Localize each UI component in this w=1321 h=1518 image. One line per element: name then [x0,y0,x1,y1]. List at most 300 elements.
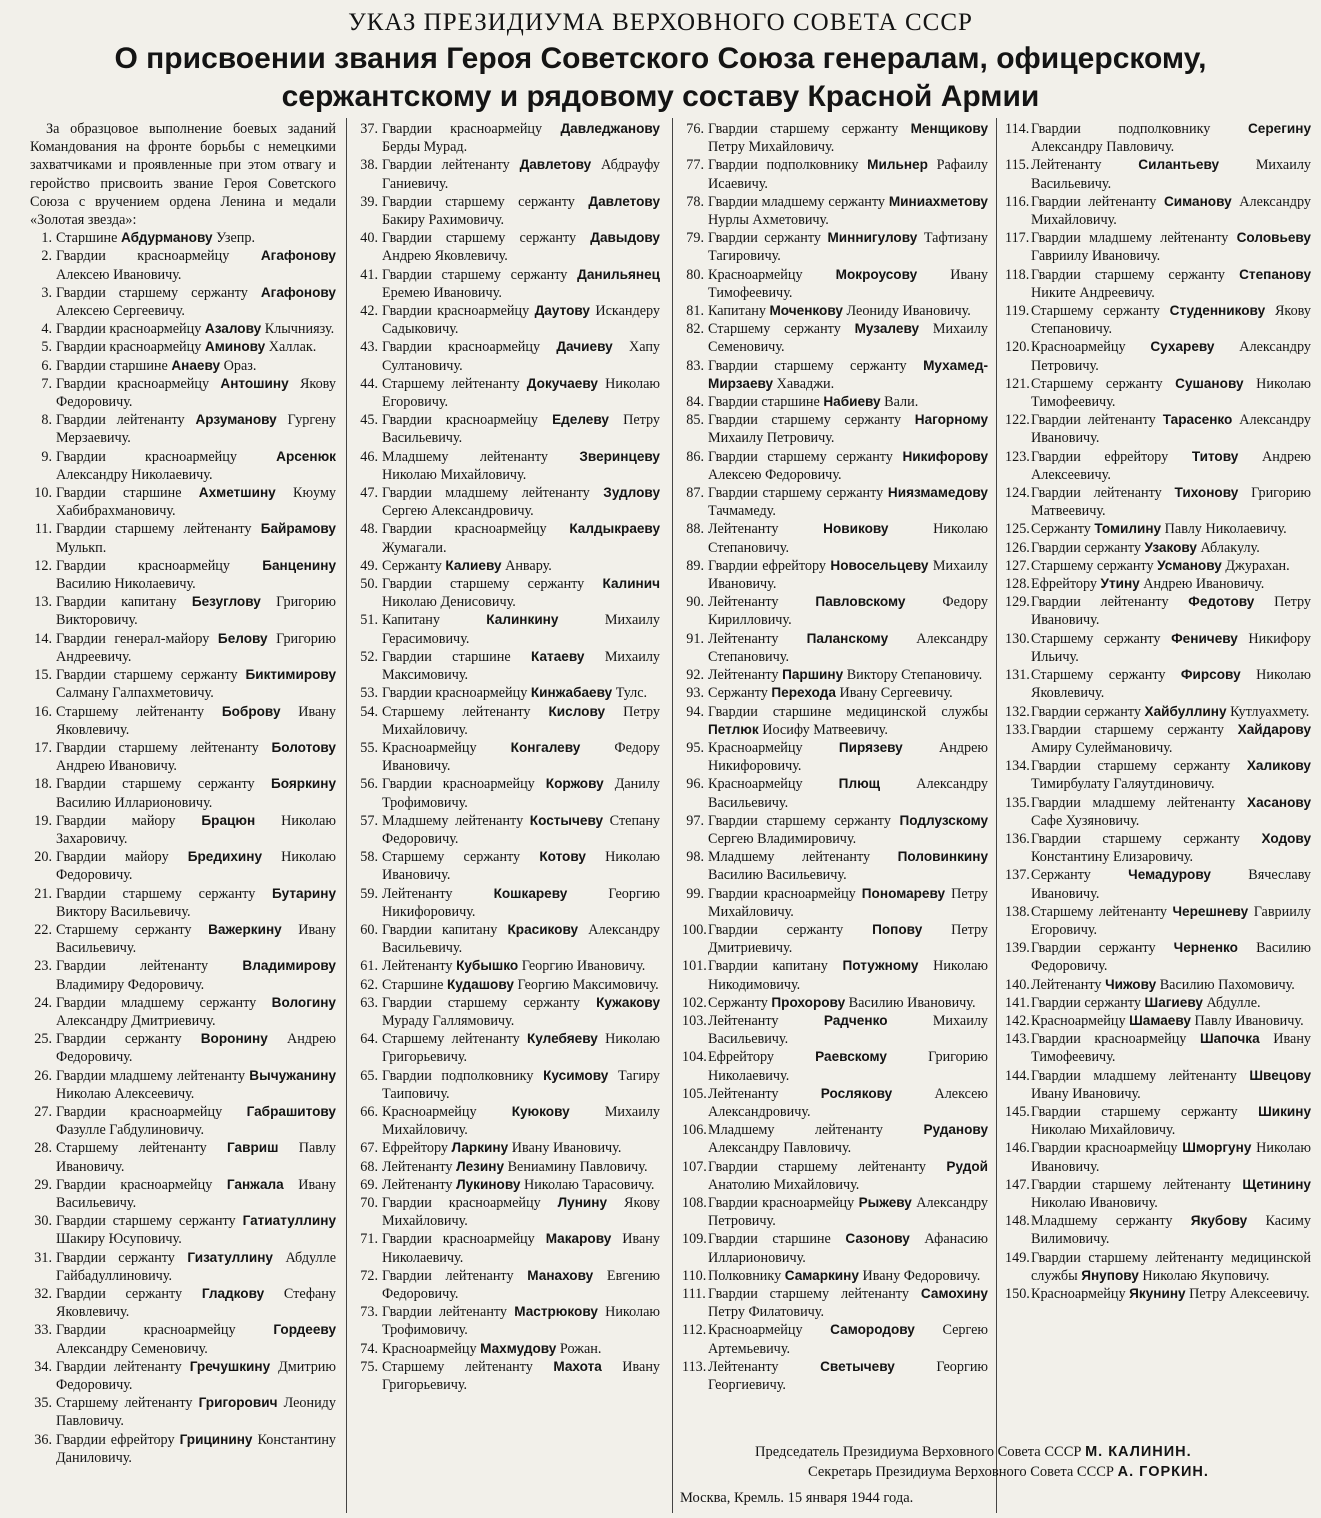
entry-surname: Плющ [838,776,881,792]
entry-rank: Гвардии красноармейцу [56,321,202,338]
award-entry [682,630,988,666]
entry-rank: Лейтенанту [382,958,453,975]
award-entry [30,520,336,556]
award-entry [1005,903,1311,939]
entry-number: 70. [360,1194,378,1211]
entry-rank: Гвардии капитану [382,921,498,938]
entry-number: 10. [34,485,52,502]
entry-number: 97. [686,812,704,829]
award-entry [356,848,660,884]
entry-rank: Красноармейцу [1031,1012,1126,1029]
entry-given-names: Николаю Ивановичу. [382,849,660,884]
entry-rank: Капитану [382,612,440,629]
entry-number: 41. [360,266,378,283]
entry-rank: Младшему сержанту [1031,1213,1173,1230]
entry-given-names: Федору Кирилловичу. [708,594,988,629]
entry-rank: Гвардии красноармейцу [56,375,210,392]
entry-surname: Руданову [923,1122,988,1138]
entry-given-names: Ивану Ивановичу. [511,1140,622,1157]
award-entry [30,338,336,356]
entry-given-names: Рафаилу Исаевичу. [708,157,988,192]
entry-surname: Паланскому [806,630,889,646]
entry-given-names: Виктору Степановичу. [846,667,983,684]
entry-surname: Болотову [271,739,336,755]
entry-surname: Кужакову [596,994,660,1010]
entry-number: 135. [1005,794,1030,811]
award-entry [30,775,336,811]
entry-surname: Байрамову [260,521,336,537]
entry-number: 57. [360,812,378,829]
award-entry [30,1431,336,1467]
entry-rank: Гвардии старшему сержанту [56,885,256,902]
entry-rank: Гвардии лейтенанту [56,412,185,429]
entry-given-names: Михаилу Герасимовичу. [382,612,660,647]
entry-surname: Кудашову [447,976,514,992]
entry-given-names: Владимиру Федоровичу. [56,976,205,993]
entry-surname: Швецову [1249,1067,1311,1083]
entry-surname: Пономареву [861,885,946,901]
entry-number: 56. [360,776,378,793]
entry-rank: Лейтенанту [708,667,779,684]
entry-given-names: Андрею Федоровичу. [56,1031,336,1066]
entry-surname: Лукинову [456,1176,521,1192]
entry-given-names: Сафе Хузяновичу. [1031,812,1140,829]
entry-given-names: Данилу Трофимовичу. [382,776,660,811]
award-entry [682,684,988,702]
award-entry [682,156,988,192]
entry-surname: Кинжабаеву [530,685,613,701]
award-entry [356,229,660,265]
entry-given-names: Ивану Васильевичу. [56,921,336,957]
entry-given-names: Александру Павловичу. [708,1140,852,1157]
award-entry [356,775,660,811]
entry-given-names: Михаилу Ивановичу. [708,557,988,593]
entry-number: 72. [360,1267,378,1284]
award-entry [30,1103,336,1139]
entry-given-names: Вали. [884,394,919,411]
entry-rank: Гвардии красноармейцу [382,1231,535,1248]
entry-surname: Якубову [1190,1213,1248,1229]
entry-rank: Младшему лейтенанту [708,849,871,866]
entry-given-names: Гавриилу Ивановичу. [1031,248,1161,265]
entry-number: 55. [360,739,378,756]
entry-rank: Лейтенанту [708,521,779,538]
award-entry [1005,666,1311,702]
award-entry [682,357,988,393]
entry-given-names: Георгию Ивановичу. [521,958,646,975]
entry-given-names: Никите Андреевичу. [1031,284,1155,301]
award-entry [682,666,988,684]
entry-rank: Старшему лейтенанту [56,1395,193,1412]
entry-number: 130. [1005,630,1030,647]
award-entry [356,1303,660,1339]
entry-given-names: Николаю Тарасовичу. [523,1176,655,1193]
entry-rank: Младшему лейтенанту [382,448,548,465]
award-entry [30,1067,336,1103]
entry-rank: Гвардии лейтенанту [382,1267,514,1284]
entry-given-names: Андрею Ивановичу. [1143,576,1265,593]
entry-given-names: Николаю Егоровичу. [382,375,660,411]
entry-surname: Бредихину [187,849,263,865]
entry-surname: Пирязеву [838,739,903,755]
award-entry [356,1340,660,1358]
entry-rank: Гвардии старшему сержанту [56,776,255,793]
entry-surname: Сазонову [845,1231,910,1247]
entry-number: 93. [686,685,704,702]
entry-given-names: Касиму Вилимовичу. [1031,1213,1311,1248]
entry-rank: Сержанту [1031,867,1091,884]
entry-number: 67. [360,1140,378,1157]
award-entry [682,703,988,739]
entry-surname: Анаеву [171,357,221,373]
award-entry [30,593,336,629]
entry-surname: Калдыкраеву [569,521,660,537]
entry-rank: Лейтенанту [1031,157,1102,174]
entry-given-names: Степану Федоровичу. [382,812,660,847]
entry-given-names: Сергею Артемьевичу. [708,1322,988,1357]
award-entry [356,375,660,411]
entry-rank: Гвардии сержанту [1031,994,1141,1011]
award-entry [682,1085,988,1121]
award-entry [356,1194,660,1230]
entry-given-names: Алексею Ивановичу. [56,266,182,283]
entry-rank: Гвардии старшему сержанту [56,1213,236,1230]
entry-rank: Гвардии красноармейцу [1031,1031,1187,1048]
entry-number: 52. [360,648,378,665]
entry-number: 101. [682,958,707,975]
entry-given-names: Андрею Никифоровичу. [708,739,988,775]
entry-given-names: Николаю Тимофеевичу. [1031,375,1311,411]
entry-rank: Старшему сержанту [1031,375,1163,392]
entry-surname: Вычужанину [249,1067,336,1083]
award-entry [1005,338,1311,374]
award-entry [1005,302,1311,338]
entry-number: 117. [1005,230,1030,247]
entry-number: 31. [34,1249,52,1266]
entry-rank: Гвардии красноармейцу [708,1194,855,1211]
entry-rank: Гвардии красноармейцу [56,339,202,356]
entry-surname: Даутову [534,303,590,319]
entry-number: 30. [34,1213,52,1230]
entry-given-names: Александру Васильевичу. [708,776,988,811]
entry-rank: Старшему сержанту [1031,557,1154,574]
entry-given-names: Тагиру Таиповичу. [382,1067,660,1102]
award-entry [356,1139,660,1157]
entry-given-names: Григорию Николаевичу. [708,1049,988,1084]
entry-given-names: Абдрауфу Ганиевичу. [382,157,660,192]
entry-number: 129. [1005,594,1030,611]
entry-rank: Гвардии старшему сержанту [382,994,580,1011]
entry-surname: Белову [217,630,268,646]
entry-given-names: Аблакулу. [1200,539,1260,556]
entry-number: 83. [686,357,704,374]
award-entry [1005,1067,1311,1103]
award-entry [1005,994,1311,1012]
award-entry [682,775,988,811]
award-entry [30,247,336,283]
award-entry [30,1321,336,1357]
entry-number: 99. [686,885,704,902]
entry-surname: Данильянец [577,266,660,282]
entry-given-names: Вячеславу Ивановичу. [1031,867,1311,902]
entry-surname: Рослякову [820,1085,893,1101]
entry-surname: Красикову [507,921,579,937]
entry-given-names: Василию Федоровичу. [1031,940,1311,975]
entry-surname: Банценину [262,557,336,573]
award-entry [30,557,336,593]
award-entry [356,885,660,921]
award-entry [1005,630,1311,666]
entry-number: 9. [41,448,52,465]
entry-given-names: Тимирбулату Галяутдиновичу. [1031,776,1215,793]
entry-given-names: Абдулле. [1206,994,1261,1011]
entry-number: 25. [34,1031,52,1048]
entry-rank: Старшему сержанту [708,321,841,338]
entry-rank: Гвардии старшему лейтенанту [56,521,252,538]
entry-surname: Гладкову [201,1286,265,1301]
entry-given-names: Гавриилу Егоровичу. [1031,903,1311,938]
entry-rank: Гвардии майору [56,849,169,866]
entry-surname: Самородову [830,1322,915,1338]
entry-surname: Хайдарову [1237,721,1311,737]
award-entry [1005,411,1311,447]
entry-rank: Гвардии старшине [56,357,168,374]
award-entry [682,739,988,775]
award-entry [30,848,336,884]
entry-rank: Гвардии старшему лейтенанту [708,1286,910,1302]
entry-surname: Сушанову [1175,375,1244,391]
entry-given-names: Кутлуахмету. [1230,703,1310,720]
entry-rank: Гвардии старшему сержанту [708,412,902,429]
entry-rank: Красноармейцу [1031,339,1126,356]
entry-rank: Гвардии младшему сержанту [708,193,885,210]
entry-number: 51. [360,612,378,629]
entry-rank: Гвардии лейтенанту [1031,485,1162,502]
award-entry [30,957,336,993]
column-4 [1005,120,1311,1514]
entry-given-names: Халлак. [268,339,317,356]
entry-surname: Давыдову [590,230,660,246]
award-entry [682,1121,988,1157]
award-entry [356,411,660,447]
award-entry [356,812,660,848]
award-entry [356,266,660,302]
entry-surname: Биктимирову [245,667,336,683]
entry-surname: Шагиеву [1144,994,1203,1010]
entry-rank: Гвардии старшему сержанту [382,266,568,283]
entry-given-names: Григорию Андреевичу. [56,630,336,665]
entry-number: 77. [686,157,704,174]
entry-rank: Капитану [708,303,766,320]
entry-number: 81. [686,303,704,320]
entry-number: 27. [34,1103,52,1120]
secretary-signature [808,1464,1209,1481]
entry-surname: Боброву [221,703,281,719]
entry-given-names: Евгению Федоровичу. [382,1267,660,1302]
entry-given-names: Петру Михайловичу. [708,139,835,156]
entry-given-names: Джурахан. [1225,557,1290,574]
entry-number: 138. [1005,903,1030,920]
entry-rank: Гвардии красноармейцу [382,1194,541,1211]
entry-number: 100. [682,921,707,938]
entry-rank: Младшему лейтенанту [382,812,524,829]
entry-given-names: Тулс. [615,685,648,702]
entry-given-names: Гургену Мерзаевичу. [56,412,336,447]
entry-surname: Куюкову [511,1103,570,1119]
entry-number: 86. [686,448,704,465]
entry-given-names: Ивану Ивановичу. [1031,1085,1141,1102]
entry-number: 32. [34,1286,52,1302]
award-entry [30,229,336,247]
entry-number: 150. [1005,1286,1030,1302]
entry-given-names: Ивану Васильевичу. [56,1176,336,1211]
entry-surname: Зудлову [603,485,660,501]
award-entry [682,994,988,1012]
entry-given-names: Павлу Ивановичу. [56,1140,336,1175]
entry-number: 3. [41,284,52,301]
award-entry [356,1158,660,1176]
entry-rank: Лейтенанту [708,594,779,611]
entry-given-names: Сергею Владимировичу. [708,830,857,847]
entry-number: 106. [682,1122,707,1139]
entry-surname: Соловьеву [1236,230,1311,246]
entry-surname: Гатиатуллину [242,1213,336,1229]
award-entry [682,885,988,921]
entry-number: 12. [34,557,52,574]
entry-rank: Лейтенанту [708,630,779,647]
entry-surname: Степанову [1239,266,1311,282]
entry-number: 5. [41,339,52,356]
entry-given-names: Вениамину Павловичу. [507,1158,648,1175]
entry-given-names: Алексею Федоровичу. [708,466,842,483]
entry-number: 62. [360,976,378,993]
entry-rank: Гвардии ефрейтору [1031,448,1169,465]
entry-surname: Тарасенко [1162,412,1233,428]
entry-number: 104. [682,1049,707,1066]
entry-surname: Макарову [545,1231,612,1247]
award-entry [356,1230,660,1266]
entry-number: 108. [682,1194,707,1211]
award-entry [30,666,336,702]
page-edge-fragment [1313,1280,1321,1500]
award-entry [682,393,988,411]
entry-given-names: Леониду Павловичу. [56,1395,336,1430]
entry-given-names: Рожан. [559,1340,602,1357]
entry-number: 18. [34,776,52,793]
entry-given-names: Нурлы Ахметовичу. [708,212,829,229]
entry-number: 91. [686,630,704,647]
entry-number: 115. [1005,157,1030,174]
entry-surname: Моченкову [769,303,843,319]
entry-rank: Гвардии подполковнику [708,157,859,174]
entry-number: 124. [1005,485,1030,502]
entry-surname: Мастрюкову [514,1304,598,1320]
entry-number: 73. [360,1304,378,1321]
entry-number: 13. [34,594,52,611]
entry-surname: Миниахметову [888,193,988,209]
entry-given-names: Георгию Георгиевичу. [708,1358,988,1394]
award-entry [1005,866,1311,902]
award-entry [30,994,336,1030]
entry-number: 113. [682,1358,707,1375]
entry-surname: Самохину [920,1286,988,1301]
award-entry [682,302,988,320]
entry-number: 24. [34,994,52,1011]
entry-rank: Гвардии ефрейтору [56,1431,175,1448]
entry-number: 128. [1005,576,1030,593]
entry-surname: Силантьеву [1138,157,1220,173]
award-entry [1005,520,1311,538]
entry-given-names: Мураду Галлямовичу. [382,1012,515,1029]
award-entry [1005,721,1311,757]
entry-given-names: Петру Михайловичу. [382,703,660,738]
entry-number: 68. [360,1158,378,1175]
entry-surname: Бутарину [272,885,336,901]
entry-rank: Гвардии старшему сержанту [1031,721,1225,738]
award-entry [356,1176,660,1194]
entry-rank: Старшему лейтенанту [382,1358,533,1375]
entry-rank: Гвардии красноармейцу [56,448,237,465]
entry-rank: Гвардии старшему лейтенанту медицинской службы [1031,1249,1311,1284]
entry-surname: Бояркину [270,776,336,792]
entry-given-names: Василию Николаевичу. [56,576,196,593]
entry-number: 7. [41,375,52,392]
entry-number: 118. [1005,266,1030,283]
entry-surname: Гречушкину [189,1358,271,1374]
award-entry [1005,757,1311,793]
entry-given-names: Тачмамеду. [708,503,776,520]
award-entry [30,411,336,447]
entry-number: 109. [682,1231,707,1248]
award-entry [30,1285,336,1321]
entry-rank: Гвардии красноармейцу [382,303,530,320]
entry-surname: Менщикову [910,121,988,136]
award-entry [356,448,660,484]
entry-number: 79. [686,230,704,247]
entry-rank: Гвардии старшему сержанту [56,667,238,684]
entry-surname: Томилину [1094,521,1162,537]
entry-rank: Гвардии капитану [708,958,828,975]
entry-surname: Важеркину [208,921,282,937]
award-entry [356,1103,660,1139]
entry-surname: Мильнер [867,157,928,173]
entry-rank: Гвардии старшему сержанту [56,284,248,301]
entry-surname: Чемадурову [1128,867,1211,883]
entry-rank: Гвардии старшему сержанту [708,812,891,829]
entry-rank: Лейтенанту [708,1012,779,1029]
entry-given-names: Василию Пахомовичу. [1159,976,1295,993]
entry-surname: Симанову [1163,193,1232,209]
entry-rank: Гвардии лейтенанту [382,157,510,174]
entry-surname: Хайбуллину [1144,703,1227,719]
entry-surname: Узакову [1144,539,1197,555]
entry-surname: Перехода [771,685,836,701]
entry-rank: Гвардии старшине [56,485,182,502]
award-entry [1005,575,1311,593]
entry-number: 82. [686,321,704,338]
entry-number: 4. [41,321,52,338]
entry-number: 15. [34,667,52,684]
entry-rank: Гвардии красноармейцу [708,885,856,902]
award-entry [682,1285,988,1321]
award-entry [682,229,988,265]
award-entry [682,320,988,356]
entry-number: 112. [682,1322,707,1339]
entry-surname: Калинкину [486,612,559,628]
award-entry [30,284,336,320]
entry-rank: Старшему сержанту [382,849,521,866]
entry-rank: Красноармейцу [382,1103,477,1120]
